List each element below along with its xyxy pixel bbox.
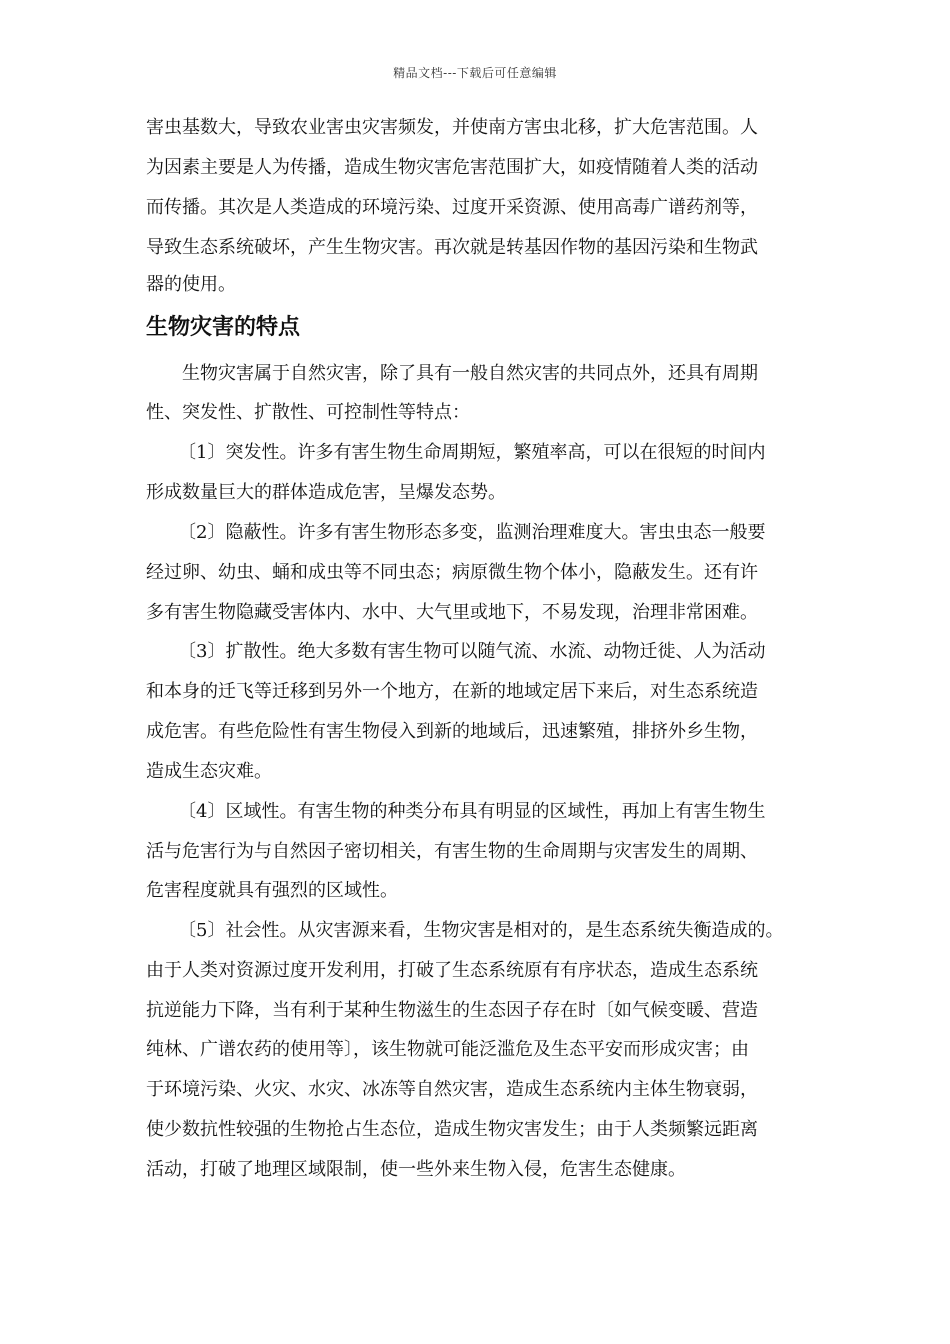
text-line: 造成生态灾难。 — [146, 761, 272, 782]
text-line: 器的使用。 — [146, 274, 236, 295]
page-header: 精品文档---下载后可任意编辑 — [393, 66, 557, 80]
text-line: 害虫基数大，导致农业害虫灾害频发，并使南方害虫北移，扩大危害范围。人 — [146, 117, 758, 138]
text-line: 而传播。其次是人类造成的环境污染、过度开采资源、使用高毒广谱药剂等， — [146, 197, 758, 218]
text-line: 活与危害行为与自然因子密切相关，有害生物的生命周期与灾害发生的周期、 — [146, 841, 758, 862]
section-title: 生物灾害的特点 — [146, 315, 301, 340]
text-line: 成危害。有些危险性有害生物侵入到新的地域后，迅速繁殖，排挤外乡生物， — [146, 721, 758, 742]
text-line: 于环境污染、火灾、水灾、冰冻等自然灾害，造成生态系统内主体生物衰弱， — [146, 1079, 758, 1100]
text-line: 形成数量巨大的群体造成危害，呈爆发态势。 — [146, 482, 506, 503]
text-line: 由于人类对资源过度开发利用，打破了生态系统原有有序状态，造成生态系统 — [146, 960, 758, 981]
text-line: 〔2〕隐蔽性。许多有害生物形态多变，监测治理难度大。害虫虫态一般要 — [178, 522, 766, 543]
text-line: 纯林、广谱农药的使用等〕，该生物就可能泛滥危及生态平安而形成灾害；由 — [146, 1039, 749, 1060]
text-line: 导致生态系统破坏，产生生物灾害。再次就是转基因作物的基因污染和生物武 — [146, 237, 758, 258]
text-line: 〔3〕扩散性。绝大多数有害生物可以随气流、水流、动物迁徙、人为活动 — [178, 641, 766, 662]
text-line: 〔1〕突发性。许多有害生物生命周期短，繁殖率高，可以在很短的时间内 — [178, 442, 766, 463]
text-line: 抗逆能力下降，当有利于某种生物滋生的生态因子存在时〔如气候变暖、营造 — [146, 1000, 758, 1021]
text-line: 和本身的迁飞等迁移到另外一个地方，在新的地域定居下来后，对生态系统造 — [146, 681, 758, 702]
text-line: 〔5〕社会性。从灾害源来看，生物灾害是相对的，是生态系统失衡造成的。 — [178, 920, 784, 941]
text-line: 性、突发性、扩散性、可控制性等特点： — [146, 402, 470, 423]
text-line: 使少数抗性较强的生物抢占生态位，造成生物灾害发生；由于人类频繁远距离 — [146, 1119, 758, 1140]
text-line: 为因素主要是人为传播，造成生物灾害危害范围扩大，如疫情随着人类的活动 — [146, 157, 758, 178]
text-line: 经过卵、幼虫、蛹和成虫等不同虫态；病原微生物个体小，隐蔽发生。还有许 — [146, 562, 758, 583]
text-line: 危害程度就具有强烈的区域性。 — [146, 880, 398, 901]
text-line: 生物灾害属于自然灾害，除了具有一般自然灾害的共同点外，还具有周期 — [182, 363, 758, 384]
text-line: 〔4〕区域性。有害生物的种类分布具有明显的区域性，再加上有害生物生 — [178, 801, 766, 822]
text-line: 活动，打破了地理区域限制，使一些外来生物入侵，危害生态健康。 — [146, 1159, 686, 1180]
text-line: 多有害生物隐藏受害体内、水中、大气里或地下，不易发现，治理非常困难。 — [146, 602, 758, 623]
